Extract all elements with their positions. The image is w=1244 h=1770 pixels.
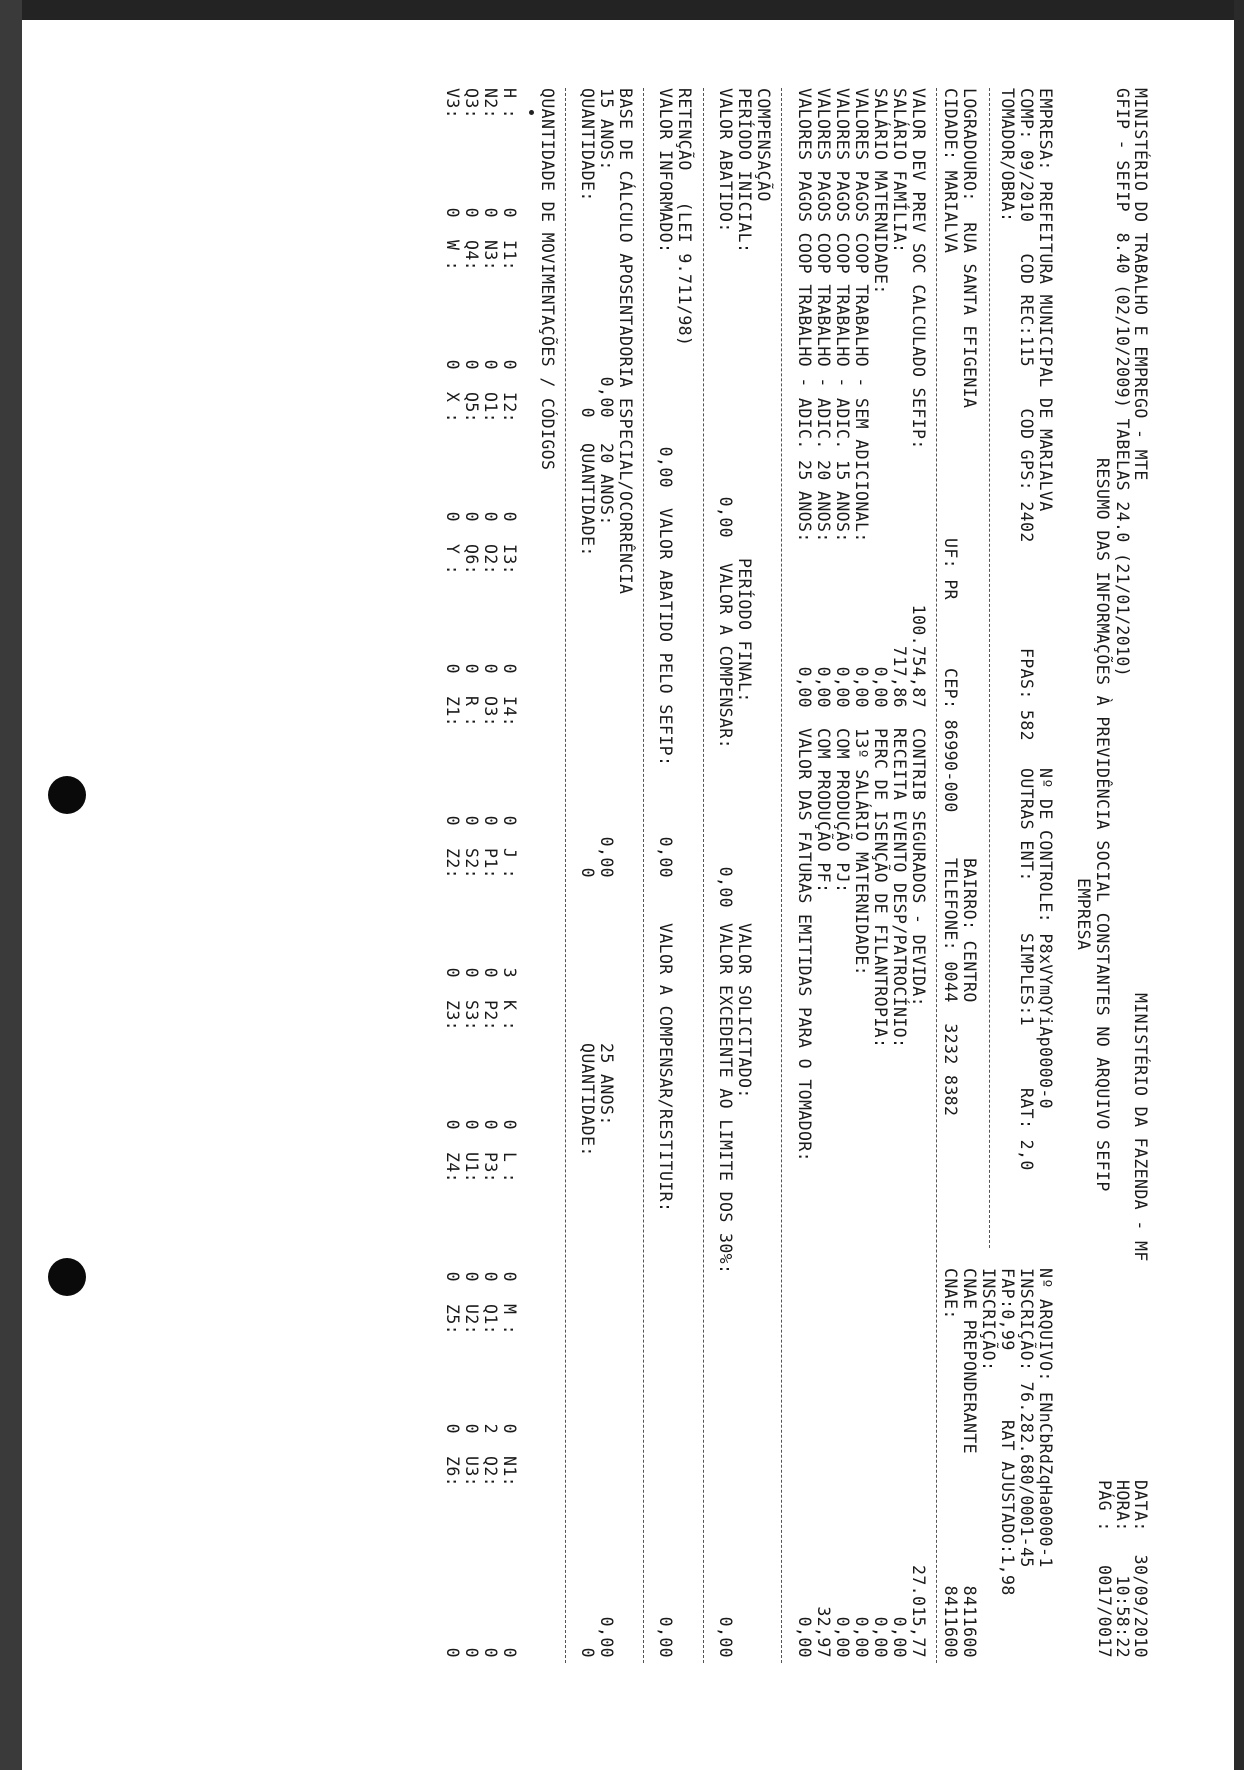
cep: CEP: 86990-000 [941, 668, 960, 813]
report-subtitle: EMPRESA [1074, 878, 1093, 951]
retencao-title: RETENÇÃO (LEI 9.711/98) [675, 88, 694, 347]
movement-code: I1: [500, 240, 519, 272]
movement-code: Z2: [443, 848, 462, 880]
date-value: 30/09/2010 [1131, 1554, 1150, 1658]
movement-count: 0 [500, 663, 519, 674]
header-ministry-mte: MINISTÉRIO DO TRABALHO E EMPREGO - MTE [1131, 88, 1150, 481]
cnpj-inscricao: INSCRIÇÃO: 76.282.680/0001-45 [1017, 1268, 1036, 1568]
value-row-label: VALORES PAGOS COOP TRABALHO - ADIC. 25 ANOS: [795, 88, 814, 543]
valor-abatido-sefip-value: 0,00 [656, 836, 675, 878]
movement-code: I4: [500, 696, 519, 728]
header-ministry-mf: MINISTÉRIO DA FAZENDA - MF [1131, 993, 1150, 1262]
divider [643, 88, 644, 1663]
cidade: CIDADE: MARIALVA [941, 88, 960, 254]
valor-excedente: VALOR EXCEDENTE AO LIMITE DOS 30%: [716, 923, 735, 1275]
bullet-dot [529, 110, 534, 115]
movement-count: 0 [443, 207, 462, 218]
movement-code: X : [443, 392, 462, 424]
quantidade-25-label: QUANTIDADE: [578, 1043, 597, 1157]
movement-count: 0 [443, 511, 462, 522]
movement-count: 0 [481, 815, 500, 826]
movement-code: U3: [462, 1456, 481, 1488]
movement-count: 0 [462, 1119, 481, 1130]
value-row-amount: 0,00 [814, 666, 833, 708]
rat: RAT: 2,0 [1017, 1088, 1036, 1171]
value-row-right-label: PERC DE ISENÇÃO DE FILANTROPIA: [871, 728, 890, 1049]
value-row-right-amount: 32,97 [814, 1606, 833, 1658]
valor-abatido-value: 0,00 [716, 496, 735, 538]
movimentacoes-title: QUANTIDADE DE MOVIMENTAÇÕES / CÓDIGOS [538, 88, 557, 471]
anos-15-value: 0,00 [597, 376, 616, 418]
valor-compensar-restituir-value: 0,00 [656, 1616, 675, 1658]
movement-code: P1: [481, 848, 500, 880]
tomador-obra: TOMADOR/OBRA: [998, 88, 1017, 223]
value-row-right-amount: 27.015,77 [909, 1564, 928, 1658]
value-row-label: SALÁRIO MATERNIDADE: [871, 88, 890, 295]
valor-abatido-sefip: VALOR ABATIDO PELO SEFIP: [656, 508, 675, 767]
control-number: Nº DE CONTROLE: P8xVYmQYiAp0000-0 [1036, 768, 1055, 1110]
movement-count: 0 [481, 1647, 500, 1658]
time-label: HORA: [1113, 1480, 1132, 1532]
header-sefip-version: GFIP - SEFIP 8.40 (02/10/2009) TABELAS 24.0 (21/01/2010) [1113, 88, 1132, 678]
anos-25-label: 25 ANOS: [597, 1043, 616, 1126]
value-row-right-label: 13º SALÁRIO MATERNIDADE: [852, 728, 871, 977]
cnae-label: CNAE: [941, 1268, 960, 1320]
movement-count: 0 [500, 1271, 519, 1282]
movement-code: L : [500, 1152, 519, 1184]
fap: FAP:0,99 [998, 1268, 1017, 1351]
movement-count: 0 [481, 663, 500, 674]
movement-count: 0 [462, 1647, 481, 1658]
quantidade-25-value: 0 [578, 1647, 597, 1658]
movement-code: M : [500, 1304, 519, 1336]
movement-code: N2: [481, 88, 500, 120]
date-label: DATA: [1131, 1480, 1150, 1532]
time-value: 10:58:22 [1113, 1575, 1132, 1658]
anos-20-value: 0,00 [597, 836, 616, 878]
movement-count: 0 [500, 1423, 519, 1434]
bairro: BAIRRO: CENTRO [960, 858, 979, 1003]
movement-count: 0 [443, 1119, 462, 1130]
movement-count: 0 [443, 1271, 462, 1282]
movement-code: P3: [481, 1152, 500, 1184]
movement-count: 0 [443, 1647, 462, 1658]
value-row-right-amount: 0,00 [852, 1616, 871, 1658]
movement-count: 3 [500, 967, 519, 978]
competence-codes: COMP: 09/2010 COD REC:115 COD GPS: 2402 [1017, 88, 1036, 543]
movement-code: U2: [462, 1304, 481, 1336]
value-row-label: VALOR DEV PREV SOC CALCULADO SEFIP: [909, 88, 928, 450]
movement-code: S2: [462, 848, 481, 880]
quantidade-20-value: 0 [578, 867, 597, 878]
movement-count: 0 [481, 511, 500, 522]
value-row-amount: 717,86 [890, 645, 909, 708]
movement-code: W : [443, 240, 462, 272]
cnae-preponderante-label: CNAE PREPONDERANTE [960, 1268, 979, 1455]
value-row-label: VALORES PAGOS COOP TRABALHO - ADIC. 15 ANOS: [833, 88, 852, 543]
valor-a-compensar: VALOR A COMPENSAR: [716, 563, 735, 750]
uf: UF: PR [941, 538, 960, 601]
divider [781, 88, 782, 1663]
movement-code: Z1: [443, 696, 462, 728]
value-row-amount: 0,00 [871, 666, 890, 708]
movement-code: H : [500, 88, 519, 120]
movement-code: Z6: [443, 1456, 462, 1488]
valor-compensar-restituir: VALOR A COMPENSAR/RESTITUIR: [656, 923, 675, 1213]
movement-count: 0 [481, 1271, 500, 1282]
movement-code: O1: [481, 392, 500, 424]
valor-abatido: VALOR ABATIDO: [716, 88, 735, 233]
value-row-right-amount: 0,00 [833, 1616, 852, 1658]
valor-a-compensar-value: 0,00 [716, 866, 735, 908]
movement-code: Q1: [481, 1304, 500, 1336]
value-row-right-amount: 0,00 [890, 1616, 909, 1658]
movement-count: 0 [462, 1423, 481, 1434]
movement-count: 0 [462, 1271, 481, 1282]
movement-code: Q3: [462, 88, 481, 120]
movement-count: 0 [481, 207, 500, 218]
anos-20-label: 20 ANOS: [597, 443, 616, 526]
company-name: EMPRESA: PREFEITURA MUNICIPAL DE MARIALVA [1036, 88, 1055, 512]
value-row-right-amount: 0,00 [795, 1616, 814, 1658]
page-label: PÁG : [1095, 1480, 1114, 1532]
value-row-amount: 0,00 [833, 666, 852, 708]
movement-code: V3: [443, 88, 462, 120]
movement-code: R : [462, 696, 481, 728]
cnae-value: 8411600 [941, 1585, 960, 1658]
value-row-label: SALÁRIO FAMÍLIA: [890, 88, 909, 254]
valor-informado: VALOR INFORMADO: [656, 88, 675, 254]
valor-excedente-value: 0,00 [716, 1616, 735, 1658]
value-row-amount: 100.754,87 [909, 604, 928, 708]
movement-count: 0 [481, 359, 500, 370]
movement-code: Z4: [443, 1152, 462, 1184]
quantidade-15-label: QUANTIDADE: [578, 88, 597, 202]
value-row-right-amount: 0,00 [871, 1616, 890, 1658]
value-row-right-label: VALOR DAS FATURAS EMITIDAS PARA O TOMADOR: [795, 728, 814, 1163]
compensacao-title: COMPENSAÇÃO [754, 88, 773, 202]
report-sheet [60, 88, 1150, 1663]
movement-code: I2: [500, 392, 519, 424]
movement-count: 0 [462, 663, 481, 674]
file-number: Nº ARQUIVO: ENnCbRdZqHa0000-1 [1036, 1268, 1055, 1568]
value-row-right-label: COM PRODUÇÃO PJ: [833, 728, 852, 894]
movement-code: S3: [462, 1000, 481, 1032]
movement-code: Z3: [443, 1000, 462, 1032]
movement-count: 0 [462, 511, 481, 522]
movement-count: 0 [443, 663, 462, 674]
aposentadoria-title: BASE DE CÁLCULO APOSENTADORIA ESPECIAL/OCORRÊNCIA [616, 88, 635, 595]
movement-count: 0 [500, 207, 519, 218]
movement-code: Q5: [462, 392, 481, 424]
movement-count: 0 [443, 1423, 462, 1434]
movement-count: 0 [500, 815, 519, 826]
anos-25-value: 0,00 [597, 1616, 616, 1658]
logradouro: LOGRADOURO: RUA SANTA EFIGENIA [960, 88, 979, 409]
scan-edge-left [0, 0, 22, 1770]
valor-informado-value: 0,00 [656, 446, 675, 488]
movement-count: 0 [500, 511, 519, 522]
divider [703, 88, 704, 1663]
fpas: FPAS: 582 [1017, 648, 1036, 742]
divider [989, 88, 990, 1248]
divider [936, 88, 937, 1663]
movement-code: I3: [500, 544, 519, 576]
movement-code: J : [500, 848, 519, 880]
scan-edge-right [1234, 0, 1244, 1770]
value-row-amount: 0,00 [852, 666, 871, 708]
movement-code: U1: [462, 1152, 481, 1184]
divider [565, 88, 566, 1663]
movement-count: 0 [462, 967, 481, 978]
movement-code: Q4: [462, 240, 481, 272]
movement-count: 0 [500, 359, 519, 370]
anos-15-label: 15 ANOS: [597, 88, 616, 171]
telefone: TELEFONE: 0044 3232 8382 [941, 858, 960, 1117]
movement-code: N1: [500, 1456, 519, 1488]
value-row-right-label: CONTRIB SEGURADOS - DEVIDA: [909, 728, 928, 1008]
simples: SIMPLES:1 [1017, 933, 1036, 1027]
value-row-amount: 0,00 [795, 666, 814, 708]
movement-count: 0 [500, 1647, 519, 1658]
page-value: 0017/0017 [1095, 1564, 1114, 1658]
movement-count: 0 [443, 359, 462, 370]
movement-code: Z5: [443, 1304, 462, 1336]
movement-code: O2: [481, 544, 500, 576]
quantidade-15-value: 0 [578, 407, 597, 418]
scan-edge-top [0, 0, 1244, 20]
movement-count: 0 [443, 967, 462, 978]
movement-count: 0 [462, 359, 481, 370]
movement-code: Q2: [481, 1456, 500, 1488]
value-row-right-label: COM PRODUÇÃO PF: [814, 728, 833, 894]
movement-code: K : [500, 1000, 519, 1032]
movement-count: 0 [481, 967, 500, 978]
rat-ajustado: RAT AJUSTADO:1,98 [998, 1420, 1017, 1596]
movement-count: 2 [481, 1423, 500, 1434]
periodo-final: PERÍODO FINAL: [735, 558, 754, 703]
periodo-inicial: PERÍODO INICIAL: [735, 88, 754, 254]
movement-code: N3: [481, 240, 500, 272]
movement-count: 0 [462, 207, 481, 218]
movement-count: 0 [443, 815, 462, 826]
movement-code: P2: [481, 1000, 500, 1032]
value-row-label: VALORES PAGOS COOP TRABALHO - SEM ADICIONAL: [852, 88, 871, 543]
valor-solicitado: VALOR SOLICITADO: [735, 923, 754, 1099]
movement-count: 0 [500, 1119, 519, 1130]
inscricao-tomador: INSCRIÇÃO: [979, 1268, 998, 1372]
report-title: RESUMO DAS INFORMAÇÕES À PREVIDÊNCIA SOCIAL CONSTANTES NO ARQUIVO SEFIP [1093, 458, 1112, 1192]
movement-count: 0 [462, 815, 481, 826]
outras-entidades: OUTRAS ENT: [1017, 768, 1036, 882]
movement-count: 0 [481, 1119, 500, 1130]
value-row-label: VALORES PAGOS COOP TRABALHO - ADIC. 20 ANOS: [814, 88, 833, 543]
cnae-preponderante-value: 8411600 [960, 1585, 979, 1658]
value-row-right-label: RECEITA EVENTO DESP/PATROCÍNIO: [890, 728, 909, 1049]
quantidade-20-label: QUANTIDADE: [578, 443, 597, 557]
movement-code: Y : [443, 544, 462, 576]
movement-code: O3: [481, 696, 500, 728]
movement-code: Q6: [462, 544, 481, 576]
